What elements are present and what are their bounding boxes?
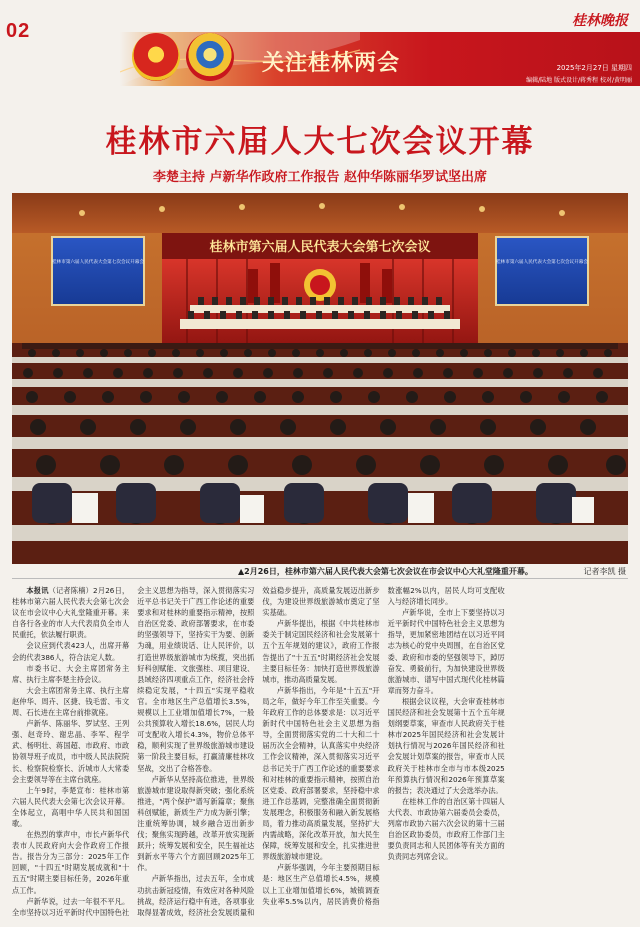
assembly-photo — [12, 193, 628, 564]
byline: 本报讯 — [26, 586, 49, 595]
photo-caption: ▲2月26日，桂林市第六届人民代表大会第七次会议在市会议中心大礼堂隆重开幕。 — [238, 567, 533, 576]
national-emblem-icon — [132, 33, 180, 81]
paragraph: 卢新华从坚持高位推进，世界级旅游城市建设取得新突破；强化系统推进，"两个保护"谱写新篇章；聚焦科创赋能，新质生产力成为新引擎；注重统筹协调，城乡融合迈出新步伐；聚焦实现跨越，改革开放实现新跃升；统筹发展和安全，民生福祉达到新水平等六个方面回顾2025年工作。 — [137, 774, 255, 873]
byline-note: （记者陈楠） — [48, 586, 94, 595]
paragraph: 在桂林工作的自治区第十四届人大代表、市政协第六届委员会委员，列席市政协六届六次会议的第十三届自治区政协委员，市政府工作部门主要负责同志和人民团体等有关方面的负责同志列席会议。 — [387, 796, 505, 862]
date-line: 2025年2月27日 星期四 — [556, 64, 632, 72]
paragraph-text: 2月26日，桂林市第六届人民代表大会第七次会议在市会议中心大礼堂隆重开幕。来自各行各业的市人大代表肩负全市人民重托，依法履行职责。 — [12, 586, 130, 640]
photo-credit: 记者李凯 摄 — [583, 567, 626, 576]
paragraph: 市委书记、大会主席团常务主席、执行主席李楚主持会议。 — [12, 663, 130, 684]
page-header — [0, 0, 640, 100]
assembly-hall-illustration — [12, 193, 628, 564]
right-screen-text: 桂林市第六届人民代表大会第七次会议开幕会 — [496, 260, 588, 265]
page-number: 02 — [6, 20, 31, 42]
paragraph: 卢新华、陈丽华、罗试坚、王列强、赵奇玲、谢忠晶、李军、程学武、杨明壮、蒋国超、市政府、市政协领导班子成员，市中级人民法院院长、检察院检察长、沂城市人大常委会主要领导等在主席台就座。 — [12, 719, 130, 784]
divider — [12, 578, 628, 579]
paragraph: 根据会议议程，大会审查桂林市国民经济和社会发展第十五个五年规划纲要草案，审查市人民政府关于桂林市2025年国民经济和社会发展计划执行情况与2026年国民经济和社会发展计划草案的报告，审查市人民政府关于桂林市全市与市本级2025年预算执行情况和2026年预算草案的报告；表决通过了大会选举办法。 — [387, 696, 505, 795]
paragraph: 大会主席团常务主席、执行主席赵仲华、周卉、区捷、钱毛雷、韦文周、石长进在主席台前排就座。 — [12, 685, 130, 718]
paragraph: 卢新华指出，过去五年，全市成功抗击新冠疫情，有效应对各种风险挑战，经济运行稳中有进，各项事业取得显著成效，经济社会发展质量和效益稳步提升，高质量发展迈出新步伐，为建设世界级旅游城市奠定了坚实基础。 — [137, 586, 380, 917]
paragraph: 会议应到代表423人，出席开幕会的代表386人，符合法定人数。 — [12, 641, 130, 662]
paragraph: 卢新华提出，根据《中共桂林市委关于制定国民经济和社会发展第十五个五年规划的建议》，政府工作报告提出了"十五五"时期经济社会发展主要目标任务：加快打造世界级旅游城市，推动高质量发展。 — [262, 619, 380, 684]
subheadline: 李楚主持 卢新华作政府工作报告 赵仲华陈丽华罗试坚出席 — [152, 170, 488, 185]
article-body — [12, 585, 630, 921]
cppcc-emblem-icon — [186, 33, 234, 81]
left-screen-text: 桂林市第六届人民代表大会第七次会议开幕会 — [52, 260, 144, 265]
paragraph: 卢新华说，全市上下要坚持以习近平新时代中国特色社会主义思想为指导，更加紧密地团结在以习近平同志为核心的党中央周围，在自治区党委、政府和市委的坚强领导下，踔厉奋发、勇毅前行，为加快建设世界级旅游城市、谱写中国式现代化桂林篇章而努力奋斗。 — [387, 608, 505, 695]
paragraph: 卢新华强调，今年主要预期目标是：地区生产总值增长4.5%，规模以上工业增加值增长6%，城镇调查失业率5.5%以内，居民消费价格指数涨幅2%以内，居民人均可支配收入与经济增长同步。 — [262, 586, 505, 906]
section-title: 关注桂林两会 — [262, 51, 401, 76]
paragraph — [12, 585, 129, 640]
masthead-logo: 桂林晚报 — [572, 13, 628, 29]
editor-credits: 编辑/陆地 版式设计/蒋秀程 校对/黄明丽 — [526, 77, 632, 84]
paragraph: 卢新华指出，今年是"十五五"开局之年，做好今年工作至关重要。今年政府工作的总体要求是：以习近平新时代中国特色社会主义思想为指导，全面贯彻落实党的二十大和二十届历次全会精神，认真落实中央经济工作会议精神，深入贯彻落实习近平总书记关于广西工作论述的重要要求和对桂林的重要指示精神，按照自治区党委、政府部署要求，坚持稳中求进工作总基调，完整准确全面贯彻新发展理念，积极服务和融入新发展格局，着力推动高质量发展，坚持扩大内需战略，深化改革开放，加大民生保障，统筹发展和安全，扎实推进世界级旅游城市建设。 — [262, 685, 380, 862]
paragraph: 在热烈的掌声中，市长卢新华代表市人民政府向大会作政府工作报告。报告分为三部分：2025年工作回顾，"十四五"时期发展成就和"十五五"时期主要目标任务，2026年重点工作。 — [12, 830, 130, 895]
paragraph: 卢新华说，过去一年很不平凡。全市坚持以习近平新时代中国特色社会主义思想为指导，深入贯彻落实习近平总书记关于广西工作论述的重要要求和对桂林的重要指示精神，按照自治区党委、政府部署要求，在市委的坚强领导下，坚持实干为要、创新为魂，用业绩说话、让人民评价，以打造世界级旅游城市为统揽，突出抓好科创赋能、文旅强桂、项目建设、县域经济四项重点工作，经济社会持续稳定发展，"十四五"实现平稳收官。全市地区生产总值增长3.5%，规模以上工业增加值增长7%，一般公共预算收入增长18.6%，居民人均可支配收入增长4.3%，物价总体平稳，顺利实现了世界级旅游城市建设第一阶段主要目标，打赢清廉桂林攻坚战，交出了合格答卷。 — [12, 586, 255, 917]
headline: 桂林市六届人大七次会议开幕 — [105, 124, 535, 160]
stage-banner-text: 桂林市第六届人民代表大会第七次会议 — [209, 240, 431, 255]
paragraph: 上午9时，李楚宣布：桂林市第六届人民代表大会第七次会议开幕。全体起立，高唱中华人民共和国国歌。 — [12, 785, 130, 828]
